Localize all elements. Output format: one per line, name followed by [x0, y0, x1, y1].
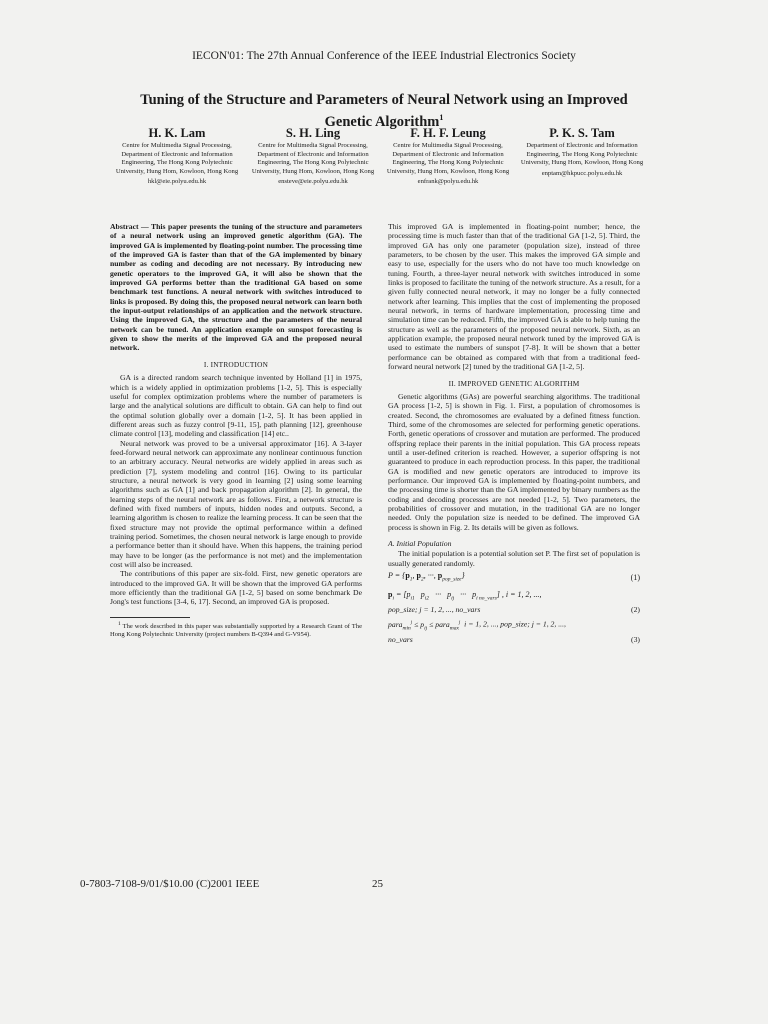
- author-email: enptam@hkpucc.polyu.edu.hk: [541, 169, 623, 177]
- initial-population-paragraph: The initial population is a potential solution set P. The first set of population is usually generated randomly.: [388, 549, 640, 568]
- equation-2-continued: [388, 605, 640, 614]
- footnote: [110, 620, 362, 639]
- author-affiliation: Centre for Multimedia Signal Processing, Department of Electronic and Information Engineering, The Hong Kong Polytechnic University, Hung Hom, Kowloon, Hong Kong: [115, 142, 239, 175]
- author-affiliation: Centre for Multimedia Signal Processing, Department of Electronic and Information Engineering, The Hong Kong Polytechnic University, Hung Hom, Kowloon, Hong Kong: [386, 142, 510, 175]
- equation-3: [388, 618, 640, 633]
- equation-3-continued: [388, 635, 640, 644]
- abstract: Abstract — This paper presents the tuning of the structure and parameters of a neural network using an improved genetic algorithm (GA). The improved GA is implemented by floating-point number. The processing time of the improved GA is faster than that of the GA implemented by binary number as coding and decoding are not necessary. By introducing new genetic operators to the improved GA, it will also be shown that the improved GA performs better than the traditional GA based on some benchmark test functions. A neural network with switches introduced to links is proposed. By doing this, the proposed neural network can learn both the input-output relationships of an application and the network structure. Using the improved GA, the structure and the parameters of the neural network can be tuned. An application example on sunspot forecasting is given to show the merits of the improved GA and the proposed neural network.: [110, 222, 362, 353]
- footnote-text: The work described in this paper was substantially supported by a Research Grant of The Hong Kong Polytechnic University (project numbers B-Q394 and G-V954).: [110, 622, 363, 638]
- equation-2-index: , i = 1, 2, ...,: [501, 590, 542, 600]
- author-name: H. K. Lam: [148, 126, 206, 140]
- equation-1-formula: $P = \{p_1$, $p_2$, ···, $p_{pop\_size}$}: [388, 571, 465, 583]
- footnote-divider: [110, 617, 190, 618]
- equation-3-range: no_vars: [388, 634, 413, 644]
- left-column: [110, 222, 362, 639]
- author-name: S. H. Ling: [285, 126, 341, 140]
- equation-3-formula: para$_{min}^j$ ≤ $p_{ij}$ ≤ para$_{max}^j$: [388, 619, 461, 632]
- equation-1-number: (1): [630, 573, 640, 583]
- section-title-introduction: I. INTRODUCTION: [203, 359, 269, 369]
- author-name: P. K. S. Tam: [549, 126, 615, 140]
- intro-paragraph-1: GA is a directed random search technique invented by Holland [1] in 1975, which is a widely applied in optimization problems [1-2, 5]. This is especially useful for complex optimization problems where the number of parameters is large and the analytical solutions are difficult to obtain. GA can help to find out the optimal solution globally over a domain [1-2, 5]. It has been applied in different areas such as fuzzy control [9-11, 15], path planning [12], greenhouse climate control [13], modeling and classification [14] etc..: [110, 373, 362, 439]
- paper-title: [100, 92, 668, 131]
- equation-2-formula: $p_i = [p_{i1}$ $p_{i2}$ ··· $p_{ij}$ ··· $p_{i no\_vars}$]: [388, 590, 500, 602]
- section-title-improved-ga: II. IMPROVED GENETIC ALGORITHM: [448, 378, 580, 388]
- intro-paragraph-2: Neural network was proved to be a universal approximator [16]. A 3-layer feed-forward neural network can approximate any nonlinear continuous function to an arbitrary accuracy. Neural networks are widely applied in areas such as prediction [7], system modeling and control [16]. Owing to its particular structure, a neural network is very good in learning [2] using some learning algorithms such as GA [1] and back propagation algorithm [2]. In general, the learning steps of the neural network are as follows. First, a network structure is defined with fixed numbers of inputs, hidden nodes and outputs. Second, a learning algorithm is chosen to realize the learning process. It can be seen that the fixed structure may not provide the optimal performance within a defined training period. Sometimes, the chosen neural network is large enough to provide a performance better than it should have. When this happens, the training period may have to be longer (as the performance is not met) and the implementation cost will also be increased.: [110, 438, 362, 570]
- equation-2-range: pop_size; j = 1, 2, ..., no_vars: [388, 605, 481, 615]
- right-column: [388, 222, 640, 645]
- equation-1: [388, 571, 640, 587]
- equation-3-index: i = 1, 2, ..., pop_size; j = 1, 2, ...,: [464, 619, 566, 629]
- subsection-title-initial-population: A. Initial Population: [388, 539, 452, 548]
- intro-paragraph-3: The contributions of this paper are six-fold. First, new genetic operators are introduced to the improved GA. It will be shown that the improved GA performs more efficiently than the traditional GA [1-2, 5] based on some benchmark De Jong's test functions [3-4, 6, 17]. Second, an improved GA is proposed.: [110, 569, 362, 607]
- conference-header: IECON'01: The 27th Annual Conference of the IEEE Industrial Electronics Society: [192, 50, 576, 62]
- author-affiliation: Department of Electronic and Information Engineering, The Hong Kong Polytechnic University, Hung Hom, Kowloon, Hong Kong: [520, 142, 644, 167]
- author-block-1: [107, 126, 247, 187]
- author-block-2: [243, 126, 383, 187]
- title-line2: Genetic Algorithm: [324, 113, 440, 130]
- footnote-mark: 1: [118, 620, 121, 627]
- equation-2-number: (2): [631, 605, 640, 615]
- author-name: F. H. F. Leung: [410, 126, 486, 140]
- author-block-4: [512, 126, 652, 178]
- author-affiliation: Centre for Multimedia Signal Processing, Department of Electronic and Information Engineering, The Hong Kong Polytechnic University, Hung Hom, Kowloon, Hong Kong: [251, 142, 375, 175]
- equation-2: [388, 590, 640, 602]
- author-email: hkl@eie.polyu.edu.hk: [147, 178, 207, 186]
- ga-paragraph: Genetic algorithms (GAs) are powerful searching algorithms. The traditional GA process [1-2, 5] is shown in Fig. 1. First, a population of chromosomes is created. Second, the chromosomes are evaluated by a defined fitness function. Third, some of the chromosomes are selected for performing genetic operations. Forth, genetic operations of crossover and mutation are performed. The produced offspring replace their parents in the initial population. This GA process repeats until a user-defined criterion is reached. However, a superior offspring is not guaranteed to produce in each reproduction process. In this paper, the traditional GA is modified and new genetic operators are introduced to improve its performance. Our improved GA is implemented by floating-point numbers, and the processing time is shorter than the GA implemented by binary numbers as the coding and decoding processes are not needed [1-2, 5]. Two parameters, the probabilities of crossover and mutation, in the traditional GA are no longer needed. Only the population size is needed to be defined. The improved GA process is shown in Fig. 2. Its details will be given as follows.: [388, 391, 640, 532]
- page-number: 25: [372, 878, 383, 890]
- title-footnote-mark: 1: [439, 113, 444, 122]
- author-block-3: [378, 126, 518, 187]
- author-email: enfrank@polyu.edu.hk: [417, 178, 479, 186]
- isbn-copyright: 0-7803-7108-9/01/$10.00 (C)2001 IEEE: [80, 878, 260, 890]
- title-line1: Tuning of the Structure and Parameters of Neural Network using an Improved: [140, 92, 628, 108]
- equation-3-number: (3): [631, 634, 640, 644]
- author-email: ensteve@eie.polyu.edu.hk: [278, 178, 348, 186]
- intro-continued-paragraph: This improved GA is implemented in floating-point number; hence, the processing time is much faster than that of the traditional GA [1-2, 5]. Third, the improved GA has only one parameter (population size), instead of three parameters, to be chosen by the user. This makes the improved GA simple and easy to use, especially for the users who do not have too much knowledge on tuning. Fourth, a three-layer neural network with switches introduced in some links is proposed to facilitate the tuning of the network structure. As a result, for a given fully connected neural network, it may no longer be a fully connected network after learning. This implies that the cost of implementing the proposed neural network, in terms of hardware implementation, processing time and simulation time can be reduced. Fifth, the improved GA is able to help tuning the structure as well as the parameters of the proposed neural network. Sixth, as an application example, the proposed neural network tuned by the improved GA is used to estimate the numbers of sunspot [7-8]. It will be shown that a better performance can be obtained as compared with that from a traditional feed-forward neural network [2] tuned by the traditional GA [1-2, 5].: [388, 222, 640, 372]
